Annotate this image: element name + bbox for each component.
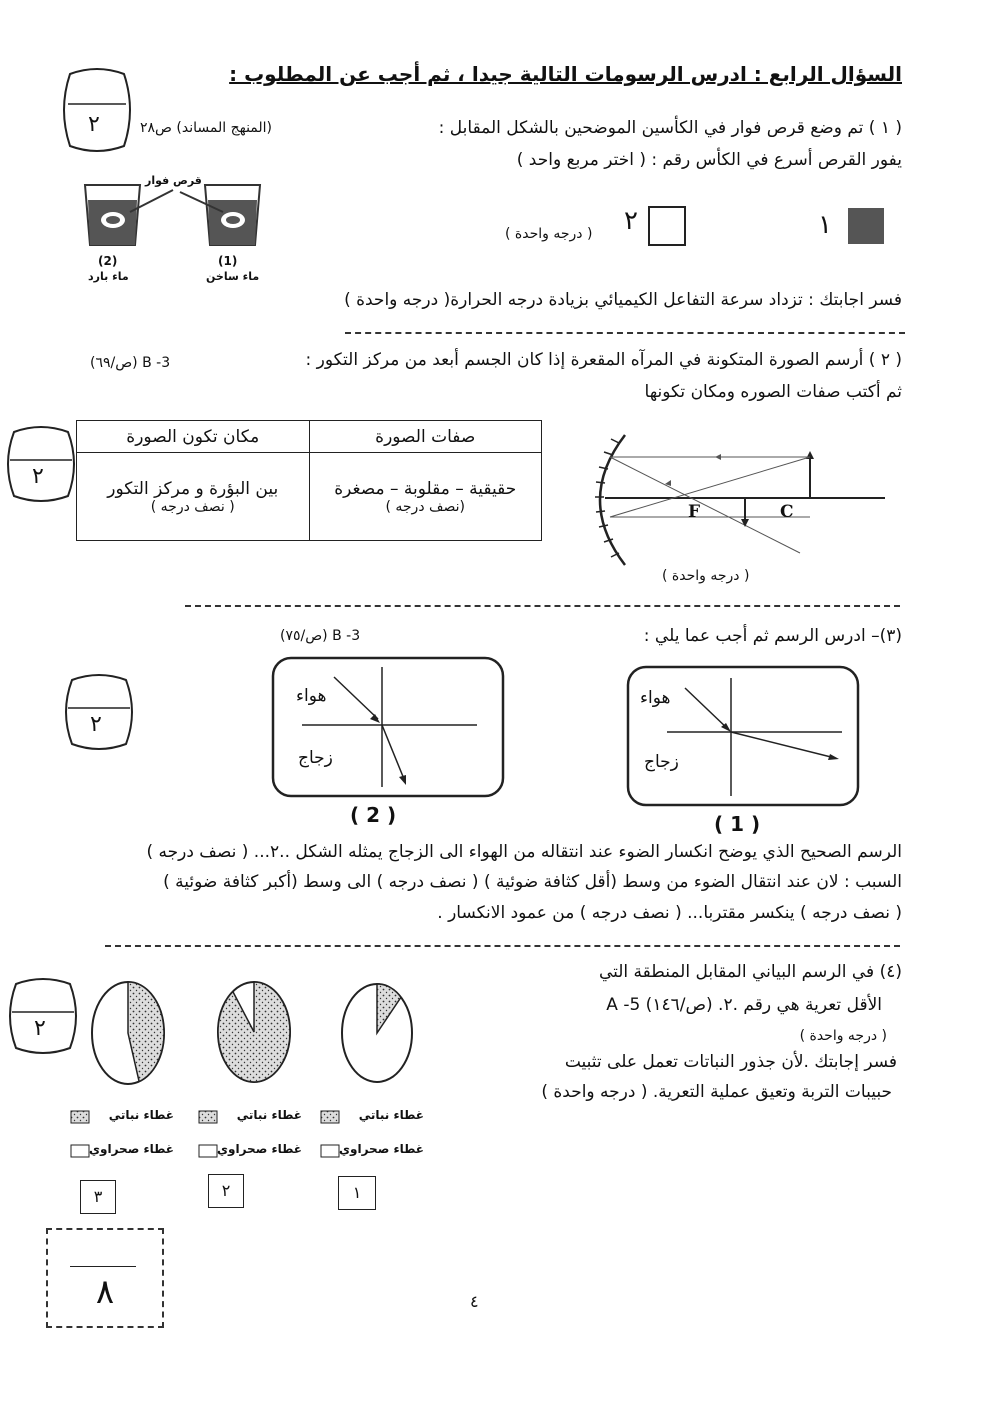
total-score-value: ٨ bbox=[95, 1272, 115, 1312]
option-1-label: ١ bbox=[818, 210, 832, 240]
pie-chart-3 bbox=[90, 980, 166, 1086]
pie-chart-1 bbox=[340, 982, 414, 1084]
cup-right-label: ماء ساخن bbox=[206, 270, 260, 283]
q1-question: يفور القرص أسرع في الكأس رقم : ( اختر مربع واحد ) bbox=[516, 150, 902, 170]
refraction-figure-2 bbox=[272, 657, 504, 797]
fig1-number: ( 1 ) bbox=[714, 812, 761, 836]
cup-left-number: (2) bbox=[98, 254, 118, 268]
pie-number-1: ١ bbox=[338, 1176, 376, 1210]
page-title: السؤال الرابع : ادرس الرسومات التالية جيدا ، ثم أجب عن المطلوب : bbox=[229, 62, 902, 86]
cup-right-number: (1) bbox=[218, 254, 238, 268]
legend-plant-swatch bbox=[70, 1110, 90, 1124]
cup-left-label: ماء بارد bbox=[88, 270, 129, 283]
fig1-glass-label: زجاج bbox=[644, 752, 679, 772]
image-place: بين البؤرة و مركز التكور bbox=[107, 478, 279, 499]
score-value-q2: ٢ bbox=[32, 464, 44, 489]
option-2-checkbox[interactable] bbox=[648, 206, 686, 246]
center-label: C bbox=[780, 502, 794, 522]
legend-plant-swatch bbox=[320, 1110, 340, 1124]
q3-answer-line-1: الرسم الصحيح الذي يوضح انكسار الضوء عند انتقاله من الهواء الى الزجاج يمثله الشكل ..٢... ( نصف درجه ) bbox=[146, 842, 902, 862]
pie-number-2: ٢ bbox=[208, 1174, 244, 1208]
fig2-glass-label: زجاج bbox=[298, 748, 333, 768]
refraction-figure-1 bbox=[627, 666, 859, 806]
legend-plant-swatch bbox=[198, 1110, 218, 1124]
pie-number-3: ٣ bbox=[80, 1180, 116, 1214]
legend-plant-label: غطاء نباتي bbox=[358, 1108, 424, 1122]
legend-desert-label: غطاء صحراوي bbox=[217, 1142, 302, 1156]
image-place-grade: ( نصف درجه ) bbox=[150, 498, 235, 515]
image-properties-grade: (نصف درجه ) bbox=[385, 498, 465, 515]
q4-grade-1: ( درجه واحدة ) bbox=[799, 1028, 887, 1044]
q2-text: ( ٢ ) أرسم الصورة المتكونة في المرآه المقعرة إذا كان الجسم أبعد من مركز التكور : bbox=[305, 350, 902, 370]
fig1-air-label: هواء bbox=[640, 688, 671, 708]
q3-answer-line-3: ( نصف درجه ) ينكسر مقتربا... ( نصف درجه ) من عمود الانكسار . bbox=[437, 903, 902, 923]
fig2-number: ( 2 ) bbox=[350, 803, 397, 827]
table-cell-place bbox=[77, 453, 310, 541]
q4-line-3: فسر إجابتك .لأن جذور النباتات تعمل على تثبيت bbox=[564, 1052, 897, 1072]
q1-text: ( ١ ) تم وضع قرص فوار في الكأسين الموضحين بالشكل المقابل : bbox=[438, 118, 902, 138]
q2-answer-table bbox=[76, 420, 542, 541]
legend-plant-label: غطاء نباتي bbox=[108, 1108, 174, 1122]
score-box-q1 bbox=[62, 70, 132, 150]
q1-explanation: فسر اجابتك : تزداد سرعة التفاعل الكيميائي بزيادة درجه الحرارة( درجه واحدة ) bbox=[344, 290, 902, 310]
legend-desert-swatch bbox=[198, 1144, 218, 1158]
page-number: ٤ bbox=[470, 1292, 479, 1311]
q3-reference: (ص/٧٥) B -3 bbox=[280, 628, 361, 644]
tablet-label: قرص فوار bbox=[145, 174, 202, 187]
legend-desert-label: غطاء صحراوي bbox=[89, 1142, 174, 1156]
divider bbox=[345, 332, 905, 334]
q1-reference: (المنهج المساند) ص٢٨ bbox=[140, 120, 273, 136]
score-value-q4: ٢ bbox=[34, 1016, 46, 1041]
q2-text-2: ثم أكتب صفات الصوره ومكان تكونها bbox=[644, 382, 902, 402]
q3-text: (٣)– ادرس الرسم ثم أجب عما يلي : bbox=[643, 626, 902, 646]
q4-line-1: (٤) في الرسم البياني المقابل المنطقة التي bbox=[598, 962, 902, 982]
q3-answer-line-2: السبب : لان عند انتقال الضوء من وسط (أقل كثافة ضوئية ) ( نصف درجه ) الى وسط (أكبر كثافة ضوئية ) bbox=[163, 872, 902, 892]
legend-plant-label: غطاء نباتي bbox=[236, 1108, 302, 1122]
focal-point-label: F bbox=[688, 502, 701, 522]
q1-grade: ( درجه واحدة ) bbox=[505, 226, 593, 242]
legend-desert-swatch bbox=[320, 1144, 340, 1158]
legend-desert-swatch bbox=[70, 1144, 90, 1158]
q2-reference: (ص/٦٩) B -3 bbox=[90, 355, 171, 371]
score-value-q1: ٢ bbox=[88, 112, 100, 137]
pie-chart-2 bbox=[216, 980, 292, 1084]
table-header-place: مكان تكون الصورة bbox=[77, 421, 310, 453]
q4-line-4: حبيبات التربة وتعيق عملية التعرية. ( درجه واحدة ) bbox=[541, 1082, 892, 1102]
table-header-properties: صفات الصورة bbox=[309, 421, 542, 453]
image-properties: حقيقية – مقلوبة – مصغرة bbox=[334, 478, 517, 499]
divider bbox=[105, 945, 900, 947]
total-score-line bbox=[70, 1266, 136, 1267]
total-score-box bbox=[46, 1228, 164, 1328]
table-cell-properties bbox=[309, 453, 542, 541]
q2-grade: ( درجه واحدة ) bbox=[662, 568, 750, 584]
fig2-air-label: هواء bbox=[296, 686, 327, 706]
pie-slice-plant-cover bbox=[218, 982, 290, 1082]
concave-mirror-diagram bbox=[585, 425, 915, 565]
option-1-checkbox-checked[interactable] bbox=[848, 208, 884, 244]
divider bbox=[185, 605, 900, 607]
q4-line-2: الأقل تعرية هي رقم .٢. (ص/١٤٦) A -5 bbox=[606, 995, 882, 1015]
score-value-q3: ٢ bbox=[90, 712, 102, 737]
legend-desert-label: غطاء صحراوي bbox=[339, 1142, 424, 1156]
option-2-label: ٢ bbox=[624, 206, 638, 236]
